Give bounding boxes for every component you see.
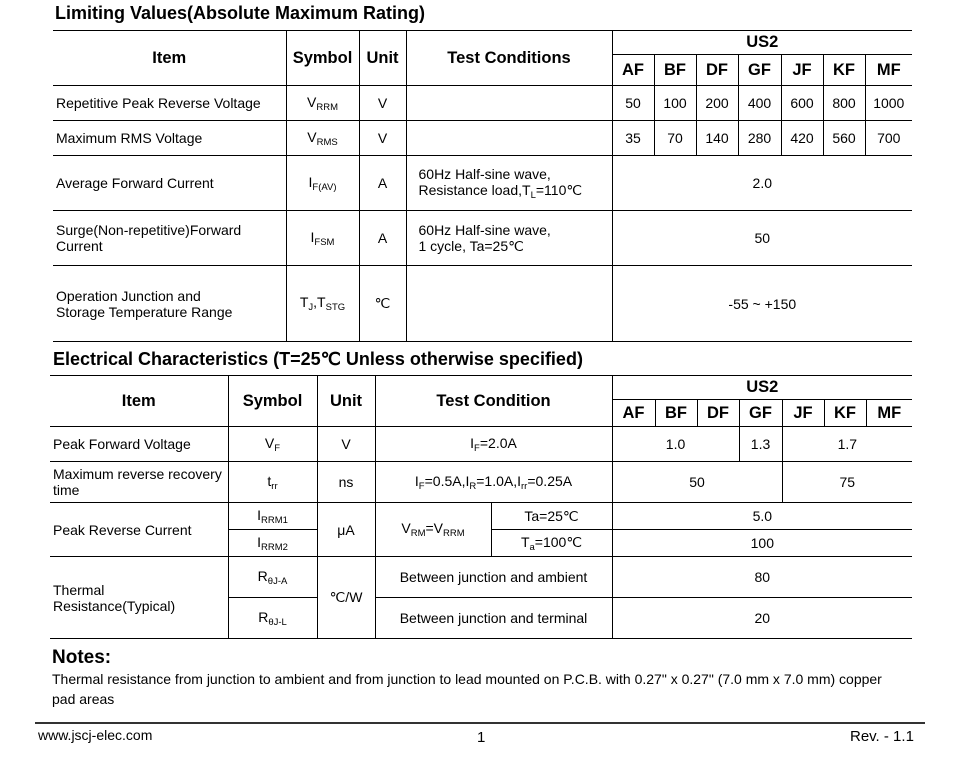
item-cell: Thermal Resistance(Typical) [50, 557, 228, 639]
test-cell [406, 121, 612, 156]
test-cell: 60Hz Half-sine wave, Resistance $load,T_L=110℃$ [406, 156, 612, 211]
item-cell: Operation Junction and Storage Temperature Range [53, 266, 286, 342]
value-cell: 600 [781, 86, 823, 121]
grade-header: GF [738, 55, 781, 86]
value-cell: 80 [612, 557, 912, 598]
table-row [50, 462, 912, 503]
value-cell: 50 [612, 462, 782, 503]
table-row [53, 156, 912, 211]
symbol-cell: $V_{RMS}$ [286, 121, 359, 156]
grade-header: AF [612, 55, 654, 86]
table-row [50, 557, 912, 598]
item-cell: Maximum RMS Voltage [53, 121, 286, 156]
unit-cell: A [359, 211, 406, 266]
value-cell: 5.0 [612, 503, 912, 530]
electrical-characteristics-title: Electrical Characteristics (T=25℃ Unless otherwise specified) [53, 349, 583, 369]
value-cell: 1000 [865, 86, 912, 121]
value-cell: 200 [696, 86, 738, 121]
test-cell: 60Hz Half-sine wave, 1 cycle, Ta=25℃ [406, 211, 612, 266]
header-item: Item [50, 376, 228, 427]
symbol-cell: $V_F$ [228, 427, 317, 462]
grade-header: BF [655, 400, 697, 427]
header-test-conditions: Test Conditions [406, 31, 612, 86]
table-row [53, 266, 912, 342]
symbol-cell: $I_{FSM}$ [286, 211, 359, 266]
limiting-values-title: Limiting Values(Absolute Maximum Rating) [55, 3, 426, 23]
unit-cell: ℃/W [317, 557, 375, 639]
symbol-cell: $R_{\theta J-A}$ [228, 557, 317, 598]
table-row [53, 211, 912, 266]
header-symbol: Symbol [228, 376, 317, 427]
item-cell: Average Forward Current [53, 156, 286, 211]
value-cell: 560 [823, 121, 865, 156]
notes-title: Notes: [52, 647, 112, 668]
item-cell: Maximum reverse recovery time [50, 462, 228, 503]
header-test-condition: Test Condition [375, 376, 612, 427]
value-cell: 140 [696, 121, 738, 156]
unit-cell: ℃ [359, 266, 406, 342]
grade-header: BF [654, 55, 696, 86]
test-cell: $I_F=0.5A,I_R=1.0A,I_{rr}=0.25A$ [375, 462, 612, 503]
value-cell: 100 [612, 530, 912, 557]
test-cell: Between junction and ambient [375, 557, 612, 598]
symbol-cell: $R_{\theta J-L}$ [228, 598, 317, 639]
value-cell: 800 [823, 86, 865, 121]
value-cell: 420 [781, 121, 823, 156]
value-cell: -55 ~ +150 [612, 266, 912, 342]
value-cell: 50 [612, 86, 654, 121]
notes-line: Thermal resistance from junction to ambient and from junction to lead mounted on P.C.B. with 0.27" x 0.27" (7.0 mm x 7.0 mm) copper [52, 671, 882, 687]
header-group-us2: US2 [612, 376, 912, 400]
test-cell: $I_F=2.0A$ [375, 427, 612, 462]
value-cell: 280 [738, 121, 781, 156]
grade-header: JF [782, 400, 824, 427]
value-cell: 70 [654, 121, 696, 156]
symbol-cell: $I_{RRM2}$ [228, 530, 317, 557]
footer-divider [35, 722, 925, 724]
item-cell: Peak Forward Voltage [50, 427, 228, 462]
header-symbol: Symbol [286, 31, 359, 86]
value-cell: 2.0 [612, 156, 912, 211]
value-cell: 50 [612, 211, 912, 266]
symbol-cell: $T_J,T_{STG}$ [286, 266, 359, 342]
limiting-values-table [53, 30, 912, 342]
electrical-characteristics-table [50, 375, 912, 639]
table-row [50, 503, 912, 530]
test-cell [406, 86, 612, 121]
item-cell: Peak Reverse Current [50, 503, 228, 557]
unit-cell: V [359, 86, 406, 121]
grade-header: MF [866, 400, 912, 427]
notes-line: pad areas [52, 691, 115, 707]
test-cell [406, 266, 612, 342]
symbol-cell: $t_{rr}$ [228, 462, 317, 503]
grade-header: GF [739, 400, 782, 427]
unit-cell: V [359, 121, 406, 156]
table-row [53, 86, 912, 121]
header-item: Item [53, 31, 286, 86]
test-cell: Between junction and terminal [375, 598, 612, 639]
header-group-us2: US2 [612, 31, 912, 55]
value-cell: 20 [612, 598, 912, 639]
value-cell: 75 [782, 462, 912, 503]
grade-header: MF [865, 55, 912, 86]
item-cell: Surge(Non-repetitive)Forward Current [53, 211, 286, 266]
item-cell: Repetitive Peak Reverse Voltage [53, 86, 286, 121]
value-cell: 1.0 [612, 427, 739, 462]
grade-header: JF [781, 55, 823, 86]
test-cell: $T_a=100℃$ [491, 530, 612, 557]
footer-revision: Rev. - 1.1 [850, 728, 914, 745]
test-cell: $V_{RM}=V_{RRM}$ [375, 503, 491, 557]
grade-header: DF [697, 400, 739, 427]
unit-cell: V [317, 427, 375, 462]
unit-cell: μA [317, 503, 375, 557]
table-row [50, 427, 912, 462]
footer-page-number: 1 [477, 729, 486, 746]
grade-header: KF [823, 55, 865, 86]
notes-text [52, 669, 932, 709]
symbol-cell: $I_{RRM1}$ [228, 503, 317, 530]
value-cell: 700 [865, 121, 912, 156]
value-cell: 1.7 [782, 427, 912, 462]
symbol-cell: $V_{RRM}$ [286, 86, 359, 121]
value-cell: 400 [738, 86, 781, 121]
value-cell: 35 [612, 121, 654, 156]
test-cell: Ta=25℃ [491, 503, 612, 530]
unit-cell: A [359, 156, 406, 211]
grade-header: KF [824, 400, 866, 427]
value-cell: 100 [654, 86, 696, 121]
table-row [53, 121, 912, 156]
symbol-cell: $I_{F(AV)}$ [286, 156, 359, 211]
header-unit: Unit [317, 376, 375, 427]
value-cell: 1.3 [739, 427, 782, 462]
header-unit: Unit [359, 31, 406, 86]
grade-header: AF [612, 400, 655, 427]
unit-cell: ns [317, 462, 375, 503]
grade-header: DF [696, 55, 738, 86]
footer-website: www.jscj-elec.com [38, 727, 153, 743]
